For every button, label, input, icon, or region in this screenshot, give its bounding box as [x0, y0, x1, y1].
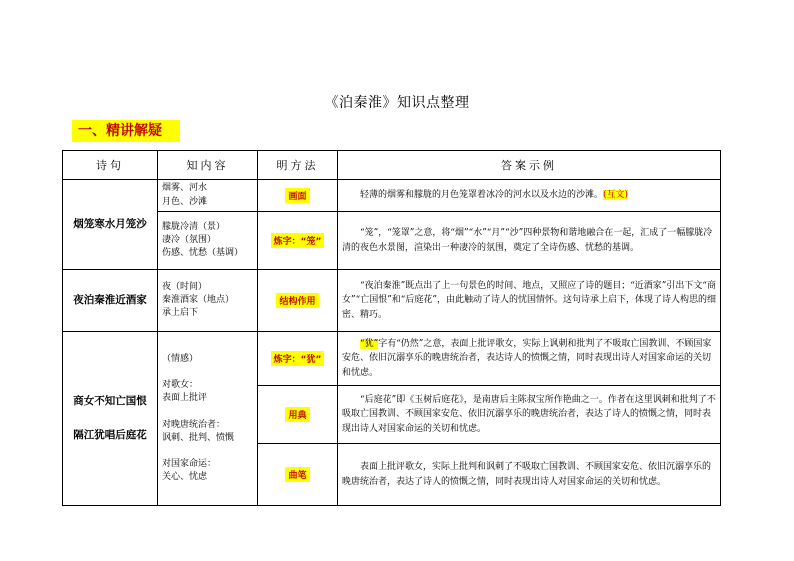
- method-cell: [258, 270, 338, 332]
- content-cell: 夜（时间） 秦淮酒家（地点） 承上启下: [158, 270, 258, 332]
- method-cell: [258, 180, 338, 212]
- answer-cell: “笼”，“笼罩”之意，将“烟”“水”“月”“沙”四种景物和谐地融合在一起，汇成了一幅朦胧冷清的夜色水景图，渲染出一种凄冷的氛围，奠定了全诗伤感、忧愁的基调。: [338, 212, 721, 270]
- answer-text: 字有“仍然”之意，表面上批评歌女，实际上讽刺和批判了不吸取亡国教训、不顾国家安危、依旧沉溺享乐的晚唐统治者，表达诗人的愤慨之情，同时表现出诗人对国家命运的关切和忧虑。: [342, 338, 712, 378]
- method-tag: 用典: [285, 407, 309, 422]
- answer-cell: “夜泊秦淮”既点出了上一句景色的时间、地点，又照应了诗的题目；“近酒家”引出下文“商女”“亡国恨”和“后庭花”，由此触动了诗人的忧国情怀。这句诗承上启下，体现了诗人构思的细密、精巧。: [338, 270, 721, 332]
- poem-line: 烟笼寒水月笼沙: [63, 180, 158, 270]
- poem-line: 夜泊秦淮近酒家: [63, 270, 158, 332]
- method-tag: 炼字：“笼”: [271, 233, 325, 248]
- content-cell: 朦胧冷清（景） 凄冷（氛围） 伤感、忧愁（基调）: [158, 212, 258, 270]
- poem-line: 商女不知亡国恨: [73, 394, 147, 407]
- table-row: [63, 332, 721, 386]
- answer-text: 轻薄的烟雾和朦胧的月色笼罩着冰冷的河水以及水边的沙滩。: [360, 190, 604, 201]
- answer-tag: (互文): [603, 190, 629, 201]
- header-content: 知内容: [158, 151, 258, 180]
- table-row: [63, 270, 721, 332]
- method-tag: 曲笔: [285, 467, 309, 482]
- method-cell: [258, 386, 338, 444]
- answer-cell: 表面上批评歌女，实际上批判和讽刺了不吸取亡国教训、不顾国家安危、依旧沉溺享乐的晚唐统治者，表达了诗人的愤慨之情，同时表现出诗人对国家命运的关切和忧虑。: [338, 444, 721, 506]
- poem-line: 隔江犹唱后庭花: [73, 428, 147, 441]
- table-header-row: [63, 151, 721, 180]
- table-row: [63, 180, 721, 212]
- method-cell: [258, 444, 338, 506]
- method-cell: [258, 332, 338, 386]
- content-cell: （情感） 对歌女： 表面上批评 对晚唐统治者： 讽刺、批判、愤慨 对国家命运： 关心、忧虑: [158, 332, 258, 506]
- answer-cell: [338, 332, 721, 386]
- page-title: 《泊秦淮》知识点整理: [324, 95, 470, 111]
- content-cell: 烟雾、河水 月色、沙滩: [158, 180, 258, 212]
- answer-cell: “后庭花”即《玉树后庭花》，是南唐后主陈叔宝所作艳曲之一。作者在这里讽刺和批判了不吸取亡国教训、不顾国家安危、依旧沉溺享乐的晚唐统治者，表达了诗人的愤慨之情，同时表现出诗人对国家命运的关切和忧虑。: [338, 386, 721, 444]
- method-tag: 炼字：“犹”: [271, 351, 325, 366]
- knowledge-table: [62, 150, 721, 506]
- header-answer: 答案示例: [338, 151, 721, 180]
- table-row: [63, 212, 721, 270]
- method-tag: 结构作用: [276, 293, 318, 308]
- answer-cell: [338, 180, 721, 212]
- section-heading: 一、精讲解疑: [72, 120, 180, 142]
- answer-highlight: “犹”: [360, 338, 379, 349]
- poem-cell: [63, 332, 158, 506]
- method-cell: [258, 212, 338, 270]
- header-poem: 诗句: [63, 151, 158, 180]
- header-method: 明方法: [258, 151, 338, 180]
- method-tag: 画面: [285, 188, 309, 203]
